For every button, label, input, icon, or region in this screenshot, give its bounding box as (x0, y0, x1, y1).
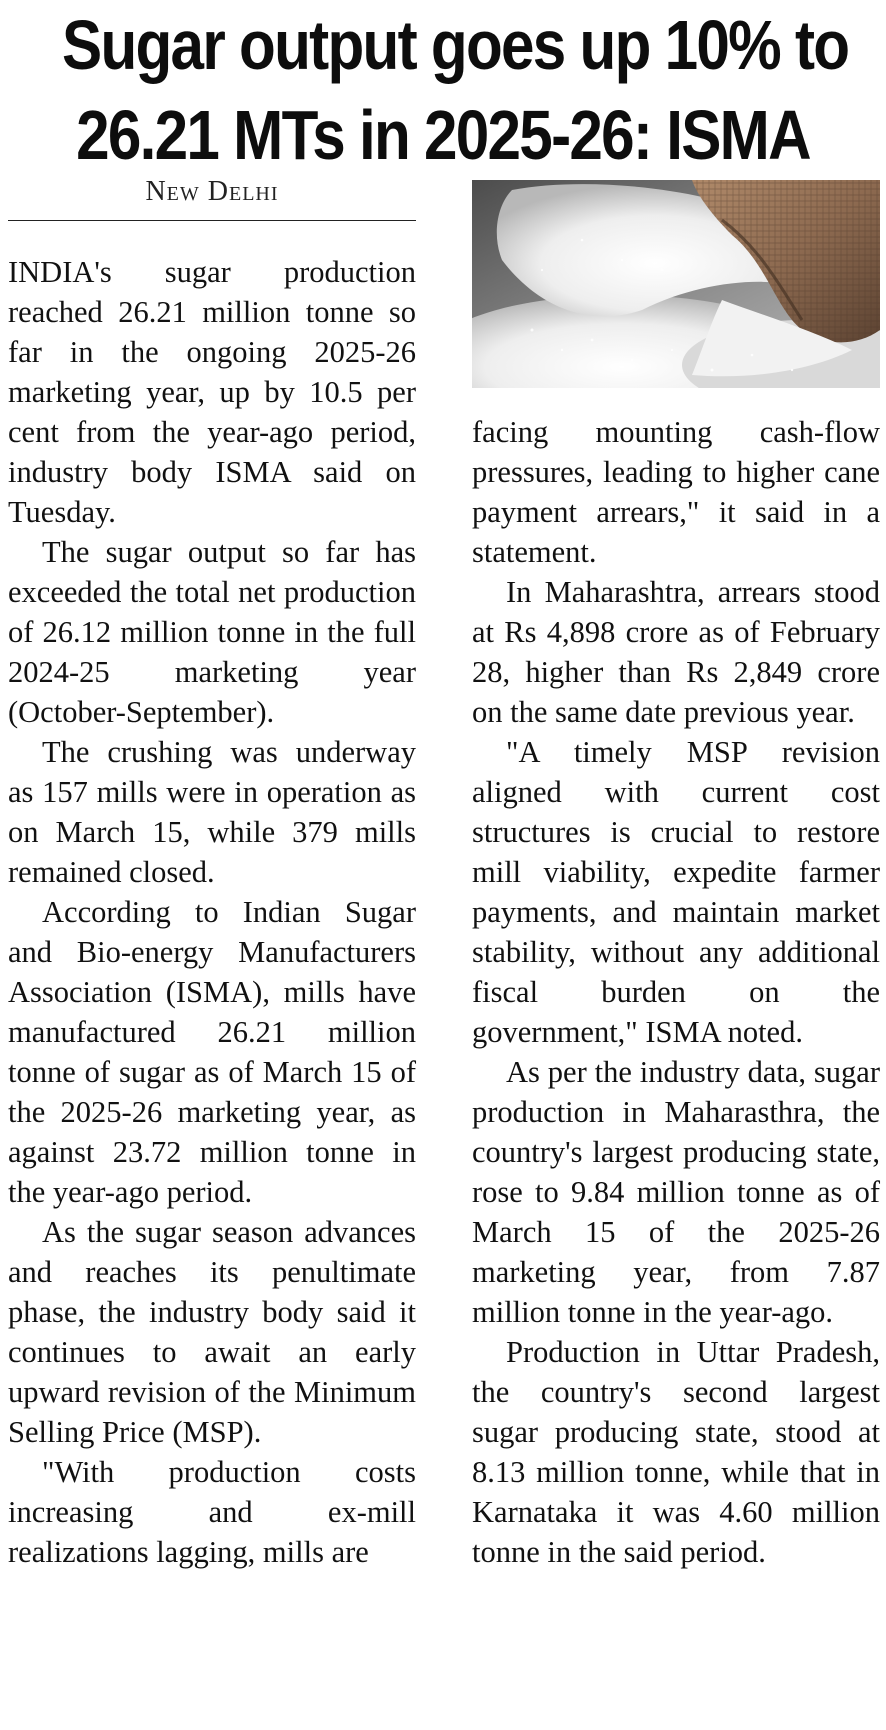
paragraph: The sugar output so far has exceeded the total net production of 26.12 million tonne in the full 2024-25 marketing year (October-September). (8, 535, 416, 729)
paragraph: In Maharashtra, arrears stood at Rs 4,898 crore as of February 28, higher than Rs 2,849 crore on the same date previous year. (472, 575, 880, 729)
article-column-left (8, 252, 416, 1572)
paragraph: Production in Uttar Pradesh, the country's second largest sugar producing state, stood at 8.13 million tonne, while that in Karnataka it was 4.60 million tonne in the said period. (472, 1335, 880, 1569)
paragraph: facing mounting cash-flow pressures, leading to higher cane payment arrears," it said in a statement. (472, 415, 880, 569)
sugar-sack-photo (472, 180, 880, 388)
paragraph: As the sugar season advances and reaches its penultimate phase, the industry body said it continues to await an early upward revision of the Minimum Selling Price (MSP). (8, 1215, 416, 1449)
article-column-right (472, 412, 880, 1572)
dateline: New Delhi (145, 176, 279, 207)
headline (62, 0, 849, 180)
paragraph: INDIA's sugar production reached 26.21 million tonne so far in the ongoing 2025-26 marketing year, up by 10.5 per cent from the year-ago period, industry body ISMA said on Tuesday. (8, 255, 416, 529)
headline-line-1: Sugar output goes up 10% to (62, 6, 849, 84)
paragraph: "A timely MSP revision aligned with current cost structures is crucial to restore mill viability, expedite farmer payments, and maintain market stability, without any additional fiscal burden on the government," ISMA noted. (472, 735, 880, 1049)
headline-line-2: 26.21 MTs in 2025-26: ISMA (76, 96, 810, 174)
sugar-sack-illustration (472, 180, 880, 388)
dateline-rule (8, 220, 416, 221)
paragraph: The crushing was underway as 157 mills were in operation as on March 15, while 379 mills remained closed. (8, 735, 416, 889)
paragraph: According to Indian Sugar and Bio-energy Manufacturers Association (ISMA), mills have manufactured 26.21 million tonne of sugar as of March 15 of the 2025-26 marketing year, as against 23.72 million tonne in the year-ago period. (8, 895, 416, 1209)
paragraph: "With production costs increasing and ex-mill realizations lagging, mills are (8, 1455, 416, 1569)
paragraph: As per the industry data, sugar production in Maharasthra, the country's largest producing state, rose to 9.84 million tonne as of March 15 of the 2025-26 marketing year, from 7.87 million tonne in the year-ago. (472, 1055, 880, 1329)
